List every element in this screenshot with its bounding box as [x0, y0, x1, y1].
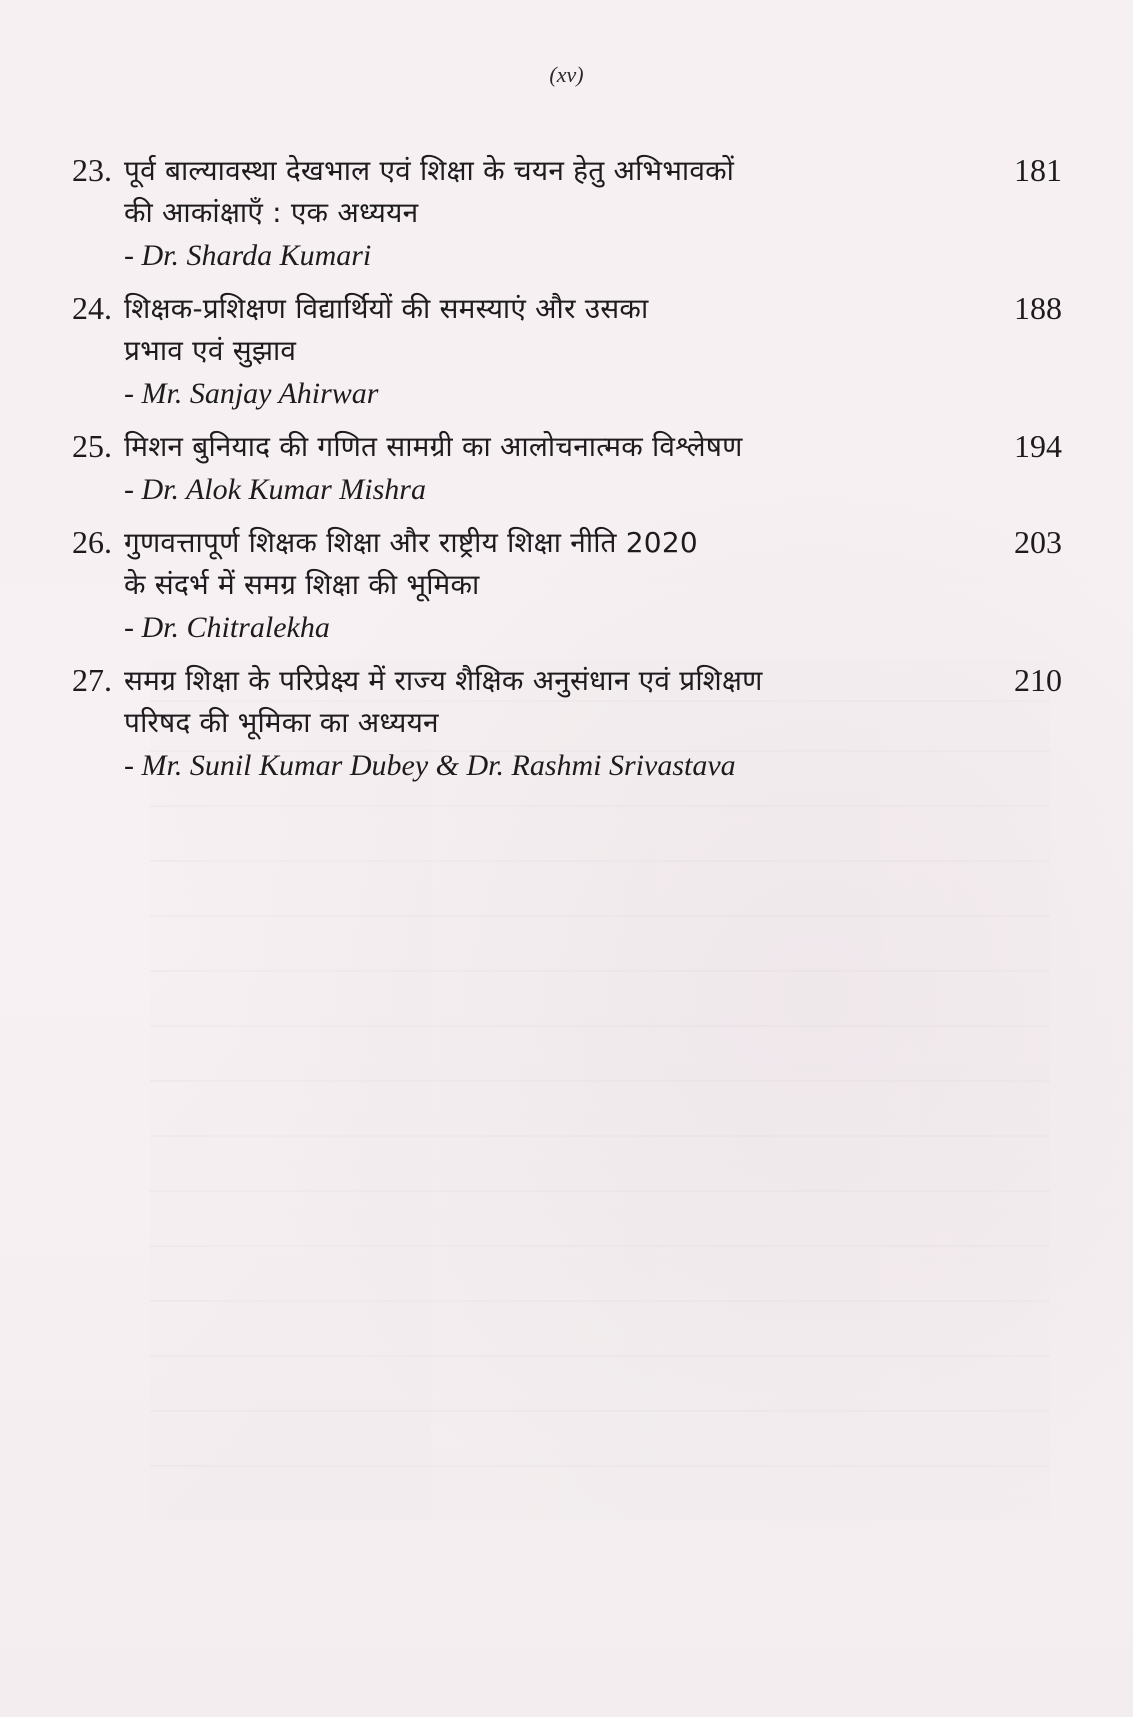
entry-page-number: 194 — [1014, 428, 1062, 464]
entry-author: - Dr. Alok Kumar Mishra — [124, 473, 426, 506]
entry-author: - Dr. Sharda Kumari — [124, 239, 372, 272]
entry-number: 27. — [72, 662, 112, 698]
entry-page-number: 210 — [1014, 662, 1062, 698]
entry-number: 25. — [72, 428, 112, 464]
toc-entry-25 — [72, 426, 1062, 510]
entry-title-line: की आकांक्षाएँ : एक अध्ययन — [124, 196, 419, 229]
entry-title-line: गुणवत्तापूर्ण शिक्षक शिक्षा और राष्ट्रीय शिक्षा नीति 2020 — [124, 526, 698, 559]
toc-entry-27 — [72, 660, 1062, 786]
toc-entry-23 — [72, 150, 1062, 276]
entry-title-line: के संदर्भ में समग्र शिक्षा की भूमिका — [124, 568, 480, 601]
table-of-contents — [72, 150, 1062, 798]
entry-title — [124, 150, 924, 234]
entry-title — [124, 660, 924, 744]
entry-title-line: मिशन बुनियाद की गणित सामग्री का आलोचनात्मक विश्लेषण — [124, 430, 743, 463]
toc-entry-24 — [72, 288, 1062, 414]
entry-page-number: 181 — [1014, 152, 1062, 188]
entry-title — [124, 288, 924, 372]
toc-entry-26 — [72, 522, 1062, 648]
entry-title — [124, 522, 924, 606]
entry-number: 24. — [72, 290, 112, 326]
page-number-header: (xv) — [549, 62, 584, 87]
entry-title-line: परिषद की भूमिका का अध्ययन — [124, 706, 439, 739]
entry-title — [124, 426, 924, 468]
entry-number: 23. — [72, 152, 112, 188]
entry-author: - Mr. Sanjay Ahirwar — [124, 377, 379, 410]
entry-number: 26. — [72, 524, 112, 560]
entry-page-number: 203 — [1014, 524, 1062, 560]
entry-page-number: 188 — [1014, 290, 1062, 326]
entry-title-line: प्रभाव एवं सुझाव — [124, 334, 297, 367]
entry-author: - Dr. Chitralekha — [124, 611, 330, 644]
entry-title-line: पूर्व बाल्यावस्था देखभाल एवं शिक्षा के चयन हेतु अभिभावकों — [124, 154, 735, 187]
entry-title-line: समग्र शिक्षा के परिप्रेक्ष्य में राज्य शैक्षिक अनुसंधान एवं प्रशिक्षण — [124, 664, 763, 697]
entry-author: - Mr. Sunil Kumar Dubey & Dr. Rashmi Srivastava — [124, 749, 736, 782]
entry-title-line: शिक्षक-प्रशिक्षण विद्यार्थियों की समस्याएं और उसका — [124, 292, 649, 325]
